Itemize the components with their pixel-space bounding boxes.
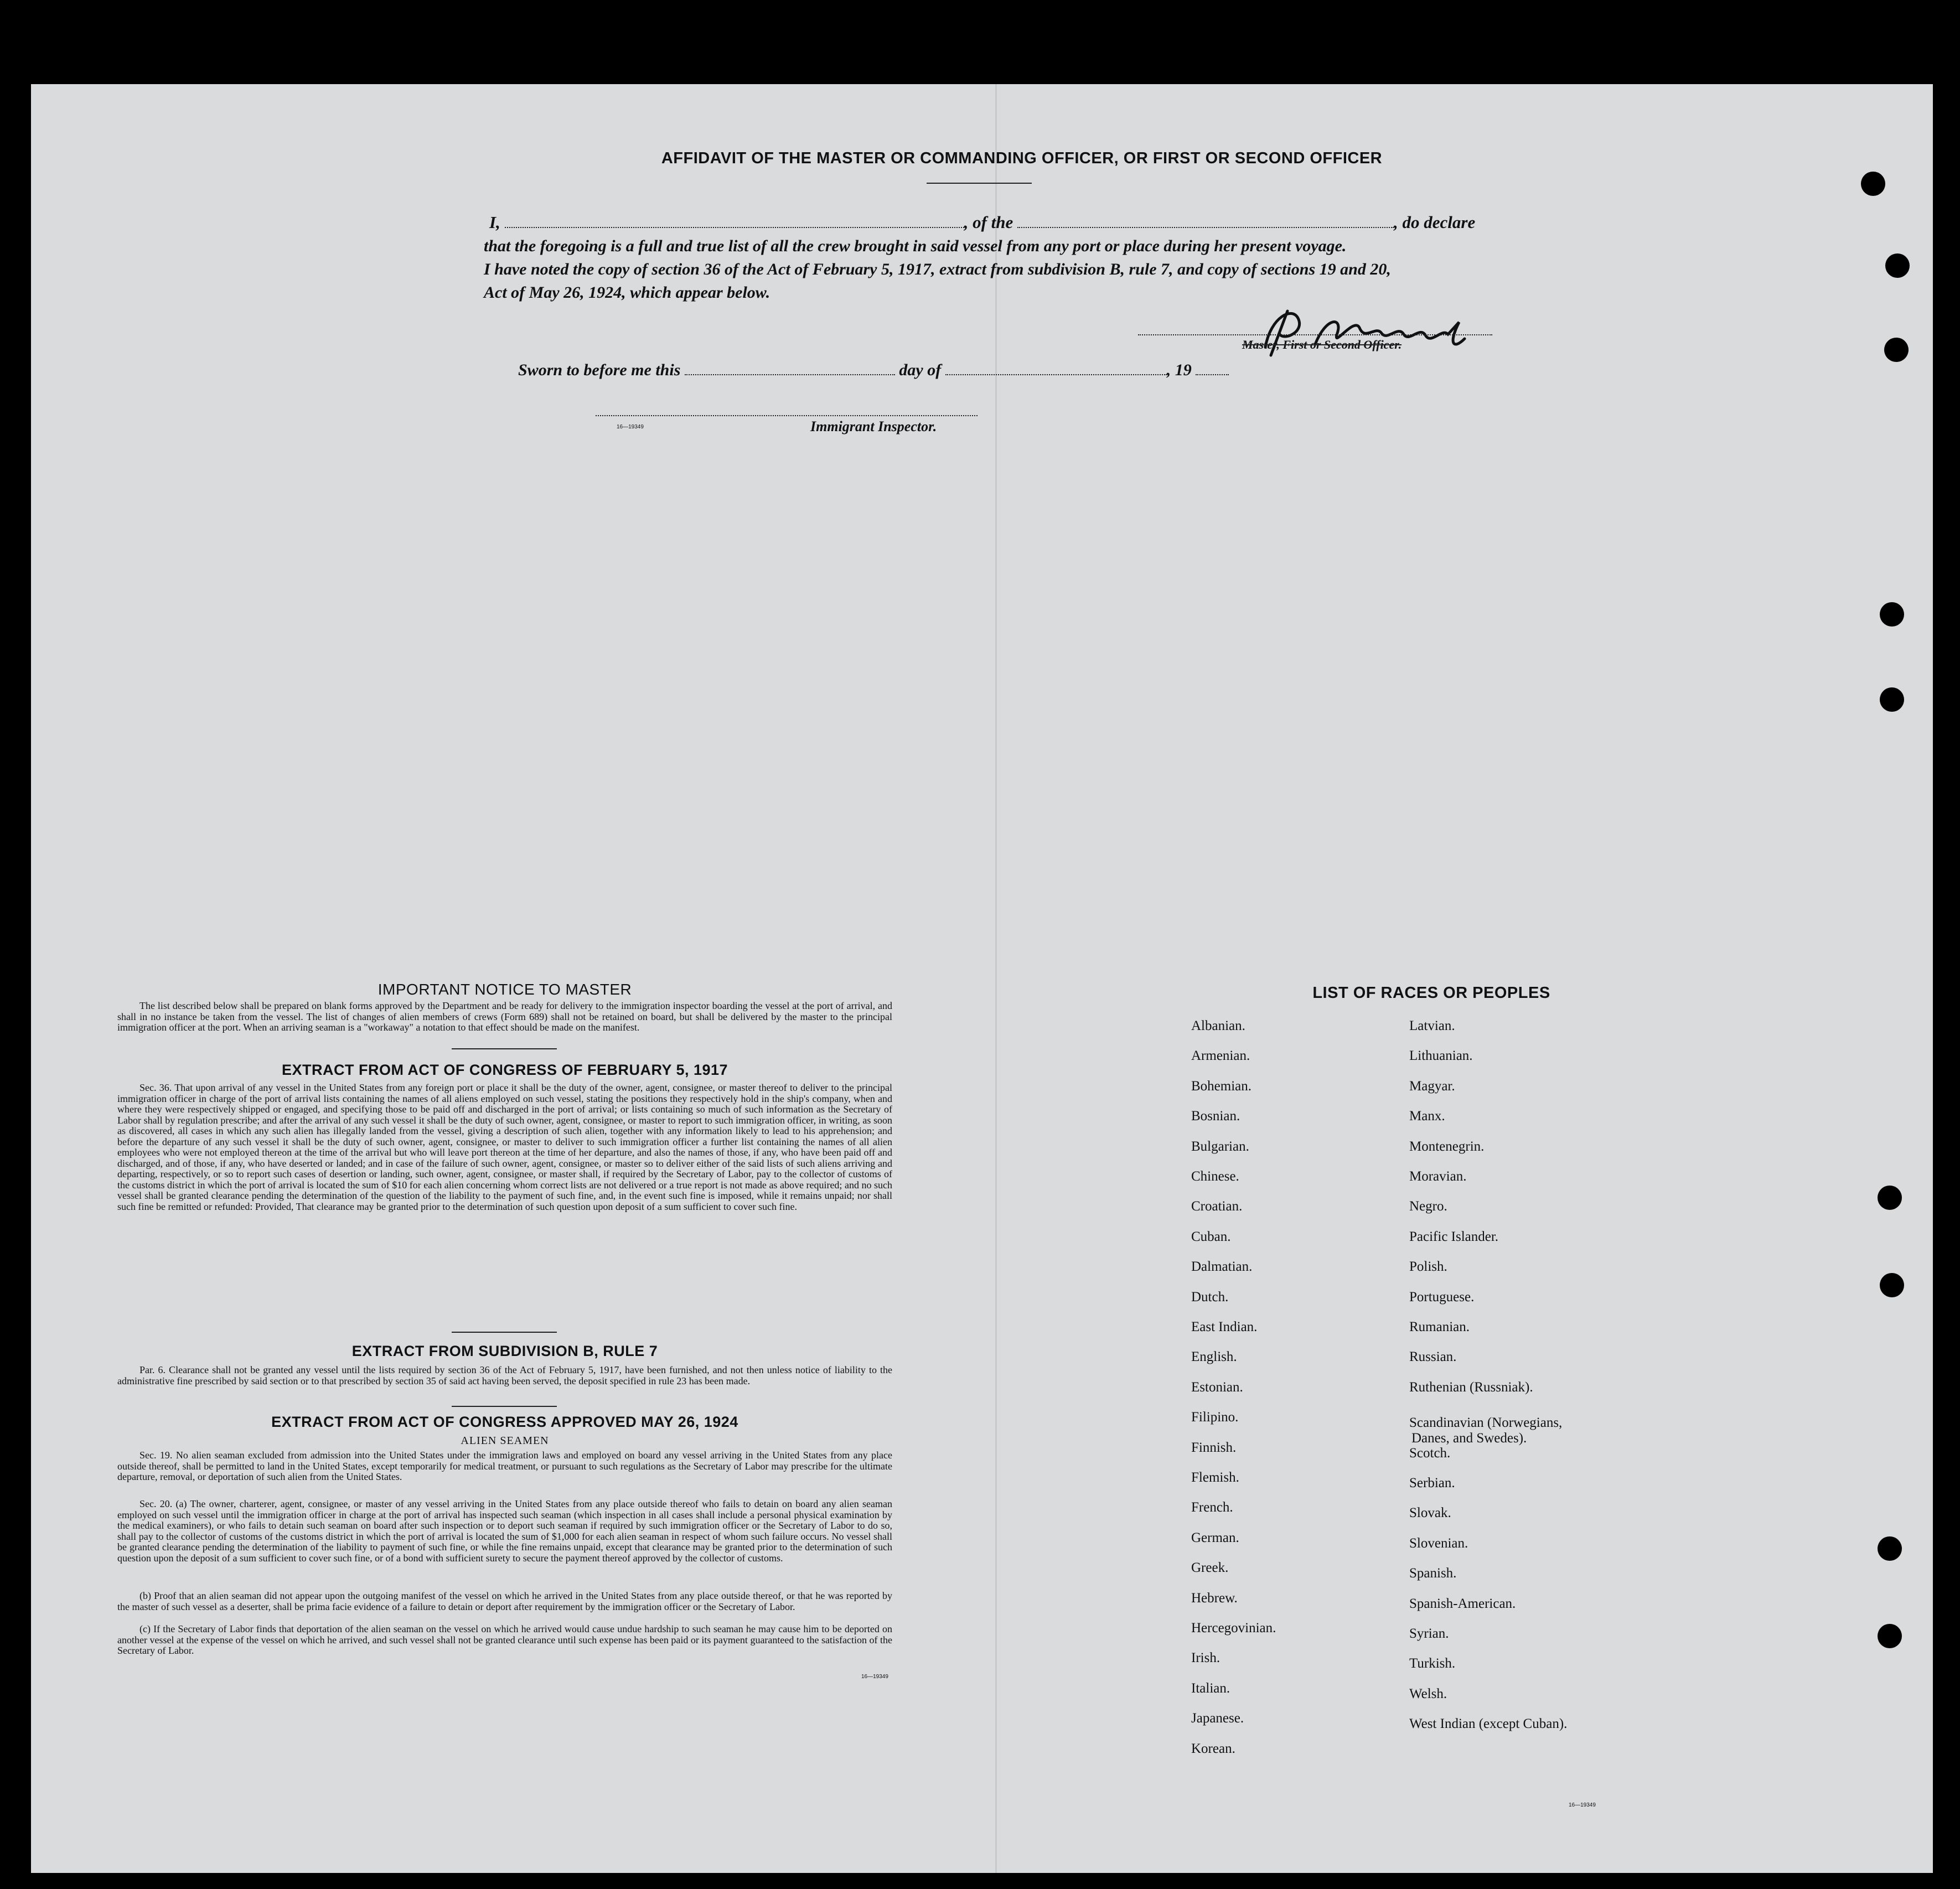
affidavit-line1 (489, 213, 1541, 232)
sec20a-text: Sec. 20. (a) The owner, charterer, agent, consignee, or master of any vessel arriving in the United States from any place outside thereof who fails to detain on board any alien seaman employed on such vessel until the immigration officer in charge at the port of arrival has inspected such seaman (which inspection in all cases shall include a personal physical examination by the medical examiners), or who fails to detain such seaman on board after such inspection or to deport such seaman if required by such immigration officer or the Secretary of Labor to do so, shall pay to the collector of customs of the customs district in which the port of arrival is located the sum of $1,000 for each alien seaman in respect of whom such failure occurs. No vessel shall be granted clearance pending the determination of the liability to payment of such fine, or while the fine remains unpaid, except that clearance may be granted prior to the determination of such question upon the deposit of a sum sufficient to cover such fine, or of a bond with sufficient surety to secure the payment thereof approved by the collector of customs. (117, 1498, 892, 1564)
sworn-year-prefix: , 19 (1166, 361, 1192, 379)
punch-hole (1878, 1536, 1902, 1561)
race-item: Irish. (1191, 1650, 1221, 1666)
affidavit-declare: , do declare (1394, 213, 1476, 232)
sec20b-text: (b) Proof that an alien seaman did not appear upon the outgoing manifest of the vessel on which he arrived in the United States from any place outside thereof, or that he was reported by the master of such vessel as a deserter, shall be prima facie evidence of a failure to detain or deport after requirement by the immigration officer or the Secretary of Labor. (117, 1590, 892, 1612)
race-item: German. (1191, 1530, 1239, 1545)
race-item: Hebrew. (1191, 1590, 1238, 1606)
sworn-year-field[interactable] (1196, 374, 1229, 375)
punch-hole (1884, 338, 1909, 362)
race-item: Greek. (1191, 1560, 1229, 1576)
race-item: French. (1191, 1500, 1233, 1515)
affidavit-line3: I have noted the copy of section 36 of the Act of February 5, 1917, extract from subdivision B, rule 7, and copy of sections 19 and 20, (484, 260, 1391, 278)
sec20c-text: (c) If the Secretary of Labor finds that deportation of the alien seaman on the vessel on which he arrived would cause undue hardship to such seaman he may cause him to be deported on another vessel at the expense of the vessel on which he arrived, and such vessel shall not be granted clearance until such expense has been paid or its payment guaranteed to the satisfaction of the Secretary of Labor. (117, 1623, 892, 1656)
declarant-name-field[interactable] (505, 227, 964, 228)
race-item: Japanese. (1191, 1711, 1244, 1726)
races-title: LIST OF RACES OR PEOPLES (1312, 984, 1550, 1002)
extract-1917-text: Sec. 36. That upon arrival of any vessel in the United States from any foreign port or place it shall be the duty of the owner, agent, consignee, or master thereof to deliver to the principal immigration officer in charge of the port of arrival lists containing the names of all aliens employed on such vessel, stating the positions they respectively hold in the ship's company, when and where they were respectively shipped or engaged, and specifying those to be paid off and discharged in the port of arrival; or lists containing so much of such information as the Secretary of Labor shall by regulation prescribe; and after the arrival of any such vessel it shall be the duty of such owner, agent, consignee, or master to report to such immigration officer, in writing, as soon as discovered, all cases in which any such alien has illegally landed from the vessel, giving a description of such alien, together with any information likely to lead to his apprehension; and before the departure of any such vessel it shall be the duty of such owner, agent, consignee, or master to deliver to such immigration officer a further list containing the names of all alien employees who were not employed thereon at the time of the arrival but who will leave port thereon at the time of her departure, and also the names of those, if any, who have been paid off and discharged, and of those, if any, who have deserted or landed; and in case of the failure of such owner, agent, consignee, or master so to deliver either of the said lists of such aliens arriving and departing, respectively, or so to report such cases of desertion or landing, such owner, agent, consignee, or master shall, if required by the Secretary of Labor, pay to the collector of customs of the customs district in which the port of arrival is located the sum of $10 for each alien concerning whom correct lists are not delivered or a true report is not made as above required; and no such vessel shall be granted clearance pending the determination of the question of the liability to the payment of such fine, and, in the event such fine is imposed, while it remains unpaid; nor shall such fine be remitted or refunded: Provided, That clearance may be granted prior to the determination of such question upon deposit of a sum sufficient to cover such fine. (117, 1082, 892, 1212)
punch-hole (1880, 602, 1904, 627)
race-item: Rumanian. (1409, 1319, 1470, 1334)
race-item: Bosnian. (1191, 1109, 1240, 1124)
race-item: Chinese. (1191, 1169, 1239, 1184)
center-fold (995, 84, 997, 1873)
race-item: Latvian. (1409, 1018, 1455, 1033)
race-item: Italian. (1191, 1680, 1230, 1696)
race-item: Estonian. (1191, 1379, 1243, 1395)
race-item: Danes, and Swedes). (1411, 1431, 1527, 1446)
punch-hole (1880, 687, 1904, 712)
race-item: Dutch. (1191, 1289, 1229, 1305)
race-item: Polish. (1409, 1259, 1447, 1275)
sworn-month-field[interactable] (945, 374, 1167, 375)
race-item: Serbian. (1409, 1476, 1455, 1491)
race-item: Armenian. (1191, 1048, 1250, 1064)
race-item: Magyar. (1409, 1078, 1455, 1094)
race-item: Montenegrin. (1409, 1138, 1485, 1154)
race-item: Syrian. (1409, 1626, 1449, 1641)
race-item: Pacific Islander. (1409, 1229, 1499, 1244)
race-item: East Indian. (1191, 1319, 1258, 1334)
extract-1917-title: EXTRACT FROM ACT OF CONGRESS OF FEBRUARY 5, 1917 (281, 1062, 728, 1078)
document-sheet (31, 84, 1933, 1873)
race-item: Cuban. (1191, 1229, 1231, 1244)
notice-title: IMPORTANT NOTICE TO MASTER (377, 981, 632, 998)
affidavit-line4: Act of May 26, 1924, which appear below. (484, 283, 770, 302)
race-item: Scandinavian (Norwegians, (1409, 1415, 1563, 1431)
sworn-line (518, 361, 1326, 380)
race-item: Finnish. (1191, 1440, 1237, 1455)
sworn-day-field[interactable] (685, 374, 895, 375)
race-item: Flemish. (1191, 1470, 1239, 1485)
race-item: Portuguese. (1409, 1289, 1475, 1305)
race-item: Manx. (1409, 1109, 1445, 1124)
race-item: Slovak. (1409, 1505, 1451, 1521)
affidavit-form-number: 16—19349 (617, 424, 644, 430)
affidavit-line2: that the foregoing is a full and true list of all the crew brought in said vessel from any port or place during her present voyage. (484, 237, 1347, 255)
extract-1924-title: EXTRACT FROM ACT OF CONGRESS APPROVED MAY 26, 1924 (271, 1414, 738, 1430)
sworn-prefix: Sworn to before me this (518, 361, 681, 379)
race-item: Bohemian. (1191, 1078, 1252, 1094)
race-item: Slovenian. (1409, 1535, 1468, 1551)
race-item: Russian. (1409, 1349, 1457, 1365)
sworn-day-of: day of (899, 361, 942, 379)
inspector-label: Immigrant Inspector. (810, 418, 937, 434)
race-item: Ruthenian (Russniak). (1409, 1379, 1533, 1395)
race-item: Filipino. (1191, 1410, 1239, 1425)
alien-seamen-subtitle: ALIEN SEAMEN (461, 1435, 549, 1447)
race-item: Croatian. (1191, 1199, 1243, 1214)
affidavit-title: AFFIDAVIT OF THE MASTER OR COMMANDING OFFICER, OR FIRST OR SECOND OFFICER (661, 149, 1383, 167)
signature-dotted-line (1138, 334, 1492, 335)
extract-form-number: 16—19349 (861, 1674, 888, 1680)
race-item: Lithuanian. (1409, 1048, 1473, 1064)
race-item: West Indian (except Cuban). (1409, 1716, 1568, 1732)
vessel-name-field[interactable] (1017, 227, 1394, 228)
race-item: Spanish-American. (1409, 1596, 1516, 1611)
punch-hole (1878, 1624, 1902, 1648)
race-item: Scotch. (1409, 1445, 1451, 1461)
race-item: Negro. (1409, 1199, 1447, 1214)
race-item: Korean. (1191, 1741, 1235, 1756)
race-item: Bulgarian. (1191, 1138, 1249, 1154)
affidavit-of-the: , of the (964, 213, 1013, 232)
extract-rule7-title: EXTRACT FROM SUBDIVISION B, RULE 7 (351, 1343, 658, 1359)
race-item: Albanian. (1191, 1018, 1245, 1033)
inspector-dotted-line (596, 415, 978, 416)
race-item: Turkish. (1409, 1656, 1456, 1671)
race-item: Moravian. (1409, 1169, 1467, 1184)
punch-hole (1880, 1273, 1904, 1297)
punch-hole (1885, 253, 1910, 278)
extract-rule7-text: Par. 6. Clearance shall not be granted any vessel until the lists required by section 36 of the Act of February 5, 1917, have been furnished, and not then unless notice of liability to the administrative fine prescribed by said section or to that prescribed by section 35 of said act having been served, the deposit specified in rule 23 has been made. (117, 1364, 892, 1386)
race-item: English. (1191, 1349, 1237, 1365)
title-underline (927, 183, 1032, 184)
race-item: Dalmatian. (1191, 1259, 1253, 1275)
divider (452, 1048, 557, 1049)
affidavit-i: I, (489, 213, 500, 232)
punch-hole (1878, 1186, 1902, 1210)
divider (452, 1332, 557, 1333)
notice-text: The list described below shall be prepared on blank forms approved by the Department and be ready for delivery to the immigration inspector boarding the vessel at the port of arrival, and shall in no instance be taken from the vessel. The list of changes of alien members of crews (Form 689) shall not be retained on board, but shall be delivered by the master to the principal immigration officer at the port. When an arriving seaman is a "workaway" a notation to that effect should be made on the manifest. (117, 1000, 892, 1033)
race-item: Hercegovinian. (1191, 1621, 1276, 1636)
signer-title: Master, First or Second Officer. (1242, 338, 1402, 351)
races-form-number: 16—19349 (1569, 1802, 1596, 1808)
sec19-text: Sec. 19. No alien seaman excluded from admission into the United States under the immigration laws and employed on board any vessel arriving in the United States from any place outside thereof, shall be permitted to land in the United States, except temporarily for medical treatment, or pursuant to such regulations as the Secretary of Labor may prescribe for the ultimate departure, removal, or deportation of such alien from the United States. (117, 1450, 892, 1482)
punch-hole (1861, 172, 1885, 196)
race-item: Welsh. (1409, 1686, 1447, 1701)
divider (452, 1406, 557, 1407)
race-item: Spanish. (1409, 1566, 1457, 1581)
